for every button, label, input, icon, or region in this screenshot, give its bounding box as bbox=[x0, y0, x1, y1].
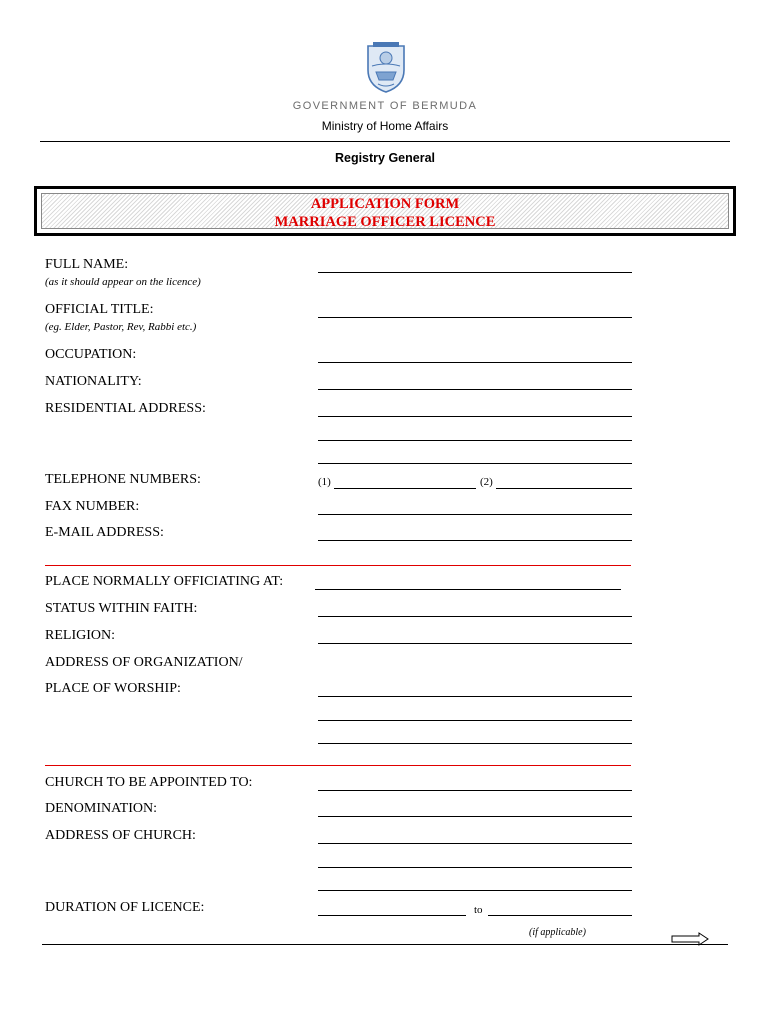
duration-label: DURATION OF LICENCE: bbox=[45, 900, 205, 915]
place-officiating-label: PLACE NORMALLY OFFICIATING AT: bbox=[45, 574, 284, 589]
residential-address-field-2[interactable] bbox=[318, 440, 632, 441]
nationality-field[interactable] bbox=[318, 389, 632, 390]
place-of-worship-label: PLACE OF WORSHIP: bbox=[45, 681, 181, 696]
address-organization-label: ADDRESS OF ORGANIZATION/ bbox=[45, 655, 243, 670]
form-title-line-1: APPLICATION FORM bbox=[310, 196, 460, 212]
full-name-label: FULL NAME: bbox=[45, 257, 129, 272]
official-title-field[interactable] bbox=[318, 317, 632, 318]
header-divider bbox=[40, 141, 730, 142]
coat-of-arms-icon bbox=[364, 40, 408, 94]
fax-label: FAX NUMBER: bbox=[45, 499, 140, 514]
section-divider-1 bbox=[45, 565, 631, 566]
nationality-label: NATIONALITY: bbox=[45, 374, 142, 389]
status-within-faith-label: STATUS WITHIN FAITH: bbox=[45, 601, 198, 616]
address-church-field-2[interactable] bbox=[318, 867, 632, 868]
duration-to-field[interactable] bbox=[488, 915, 632, 916]
section-divider-2 bbox=[45, 765, 631, 766]
footer-divider bbox=[42, 944, 728, 945]
address-church-label: ADDRESS OF CHURCH: bbox=[45, 828, 196, 843]
official-title-label: OFFICIAL TITLE: bbox=[45, 302, 154, 317]
form-title-line-2: MARRIAGE OFFICER LICENCE bbox=[274, 214, 496, 230]
religion-label: RELIGION: bbox=[45, 628, 115, 643]
duration-to-text: to bbox=[474, 904, 483, 916]
residential-address-field-1[interactable] bbox=[318, 416, 632, 417]
email-label: E-MAIL ADDRESS: bbox=[45, 525, 164, 540]
email-field[interactable] bbox=[318, 540, 632, 541]
telephone-label: TELEPHONE NUMBERS: bbox=[45, 472, 201, 487]
residential-address-label: RESIDENTIAL ADDRESS: bbox=[45, 401, 206, 416]
telephone-2-field[interactable] bbox=[496, 488, 632, 489]
department-name: Registry General bbox=[334, 151, 436, 165]
telephone-1-field[interactable] bbox=[334, 488, 476, 489]
telephone-2-marker: (2) bbox=[480, 476, 493, 488]
place-of-worship-field-2[interactable] bbox=[318, 720, 632, 721]
telephone-1-marker: (1) bbox=[318, 476, 331, 488]
occupation-field[interactable] bbox=[318, 362, 632, 363]
government-name: GOVERNMENT OF BERMUDA bbox=[292, 100, 478, 112]
status-within-faith-field[interactable] bbox=[318, 616, 632, 617]
form-title-banner bbox=[34, 186, 736, 236]
occupation-label: OCCUPATION: bbox=[45, 347, 137, 362]
full-name-hint: (as it should appear on the licence) bbox=[45, 276, 201, 288]
address-church-field-3[interactable] bbox=[318, 890, 632, 891]
place-officiating-field[interactable] bbox=[315, 589, 621, 590]
fax-field[interactable] bbox=[318, 514, 632, 515]
church-appointed-field[interactable] bbox=[318, 790, 632, 791]
official-title-hint: (eg. Elder, Pastor, Rev, Rabbi etc.) bbox=[45, 321, 197, 333]
place-of-worship-field-3[interactable] bbox=[318, 743, 632, 744]
place-of-worship-field-1[interactable] bbox=[318, 696, 632, 697]
full-name-field[interactable] bbox=[318, 272, 632, 273]
denomination-label: DENOMINATION: bbox=[45, 801, 157, 816]
address-church-field-1[interactable] bbox=[318, 843, 632, 844]
religion-field[interactable] bbox=[318, 643, 632, 644]
ministry-name: Ministry of Home Affairs bbox=[321, 119, 449, 133]
residential-address-field-3[interactable] bbox=[318, 463, 632, 464]
duration-note: (if applicable) bbox=[529, 927, 586, 938]
duration-from-field[interactable] bbox=[318, 915, 466, 916]
right-arrow-icon[interactable] bbox=[671, 932, 709, 946]
denomination-field[interactable] bbox=[318, 816, 632, 817]
church-appointed-label: CHURCH TO BE APPOINTED TO: bbox=[45, 775, 253, 790]
